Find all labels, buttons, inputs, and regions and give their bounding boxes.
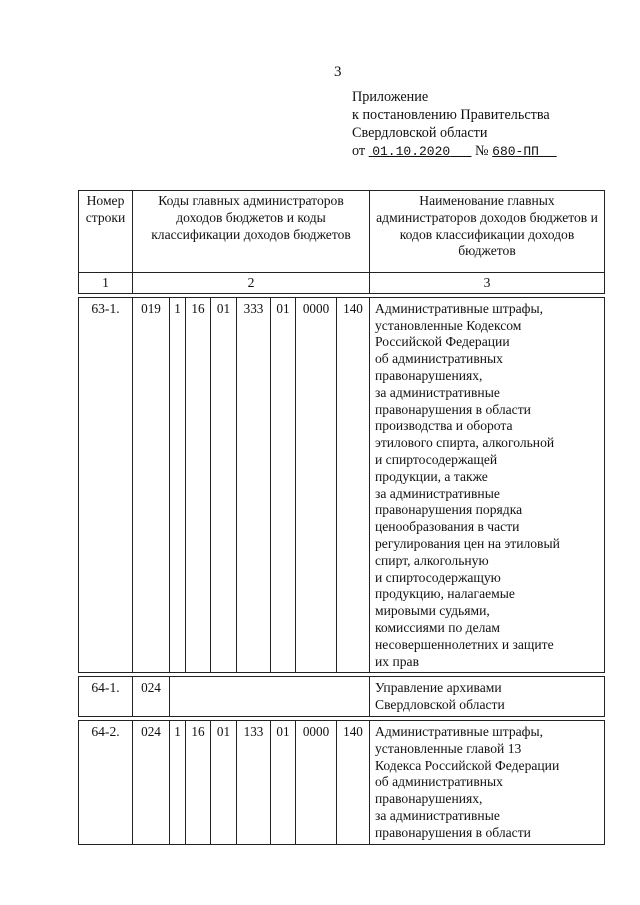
number-field (492, 143, 557, 159)
name-line: Свердловской области (375, 697, 505, 713)
date-field (369, 143, 472, 159)
name-line: Административные штрафы, (375, 300, 543, 316)
name-line: производства и оборота (375, 418, 513, 434)
name-line: комиссиями по делам (375, 619, 501, 635)
row-number: 64-2. (79, 720, 133, 844)
code-element: 01 (271, 720, 296, 844)
header-row-number: Номер строки (79, 191, 133, 273)
appendix-title: Приложение (352, 89, 429, 105)
name-line: за административные (375, 384, 500, 400)
admin-code: 024 (133, 677, 170, 717)
header-codes: Коды главных администраторов доходов бюджетов и коды классификации доходов бюджетов (133, 191, 370, 273)
column-number: 1 (79, 273, 133, 294)
code-subgroup: 16 (186, 720, 211, 844)
code-subarticle: 133 (237, 720, 271, 844)
from-label: от (352, 143, 366, 159)
name-line: об административных (375, 774, 503, 790)
column-number: 2 (133, 273, 370, 294)
name-line: установленные Кодексом (375, 317, 522, 333)
name-line: продукцию, налагаемые (375, 586, 515, 602)
code-article: 01 (211, 297, 237, 673)
table-row (79, 720, 605, 844)
code-element: 01 (271, 297, 296, 673)
row-number: 64-1. (79, 677, 133, 717)
code-program: 0000 (296, 720, 337, 844)
row-name (370, 297, 605, 673)
name-line: их прав (375, 653, 419, 669)
code-economic: 140 (337, 720, 370, 844)
code-empty (170, 677, 370, 717)
code-subarticle: 333 (237, 297, 271, 673)
name-line: правонарушениях, (375, 367, 483, 383)
table-header-row (79, 191, 605, 273)
row-number: 63-1. (79, 297, 133, 673)
name-line: продукции, а также (375, 468, 488, 484)
table-row (79, 297, 605, 673)
number-label: № (475, 143, 489, 159)
name-line: этилового спирта, алкогольной (375, 435, 555, 451)
admin-code: 024 (133, 720, 170, 844)
code-group: 1 (170, 720, 186, 844)
name-line: регулирования цен на этиловый (375, 535, 560, 551)
name-line: Управление архивами (375, 680, 502, 696)
row-name (370, 677, 605, 717)
table-row (79, 677, 605, 717)
code-subgroup: 16 (186, 297, 211, 673)
name-line: Российской Федерации (375, 334, 510, 350)
row-name (370, 720, 605, 844)
appendix-resolution: к постановлению Правительства (352, 107, 550, 123)
name-line: Административные штрафы, (375, 723, 543, 739)
resolution-date: 01.10.2020 (372, 144, 451, 159)
name-line: правонарушения в области (375, 824, 531, 840)
admin-code: 019 (133, 297, 170, 673)
column-number-row (79, 273, 605, 294)
name-line: за административные (375, 807, 500, 823)
name-line: правонарушения порядка (375, 502, 523, 518)
name-line: несовершеннолетних и защите (375, 636, 554, 652)
name-line: спирт, алкогольную (375, 552, 489, 568)
appendix-header (352, 88, 557, 161)
resolution-number: 680-ПП (492, 144, 539, 159)
name-line: и спиртосодержащей (375, 451, 498, 467)
name-line: за административные (375, 485, 500, 501)
name-line: и спиртосодержащую (375, 569, 501, 585)
code-group: 1 (170, 297, 186, 673)
name-line: Кодекса Российской Федерации (375, 757, 560, 773)
code-economic: 140 (337, 297, 370, 673)
name-line: установленные главой 13 (375, 740, 522, 756)
name-line: правонарушения в области (375, 401, 531, 417)
code-program: 0000 (296, 297, 337, 673)
page-number: 3 (334, 64, 342, 80)
name-line: ценообразования в части (375, 519, 520, 535)
column-number: 3 (370, 273, 605, 294)
appendix-region: Свердловской области (352, 125, 488, 141)
appendix-date-line (352, 142, 557, 161)
name-line: об административных (375, 351, 503, 367)
revenue-administrators-table (78, 190, 605, 845)
code-article: 01 (211, 720, 237, 844)
name-line: правонарушениях, (375, 791, 483, 807)
header-name: Наименование главных администраторов доходов бюджетов и кодов классификации доходов бюджетов (370, 191, 605, 273)
name-line: мировыми судьями, (375, 603, 490, 619)
